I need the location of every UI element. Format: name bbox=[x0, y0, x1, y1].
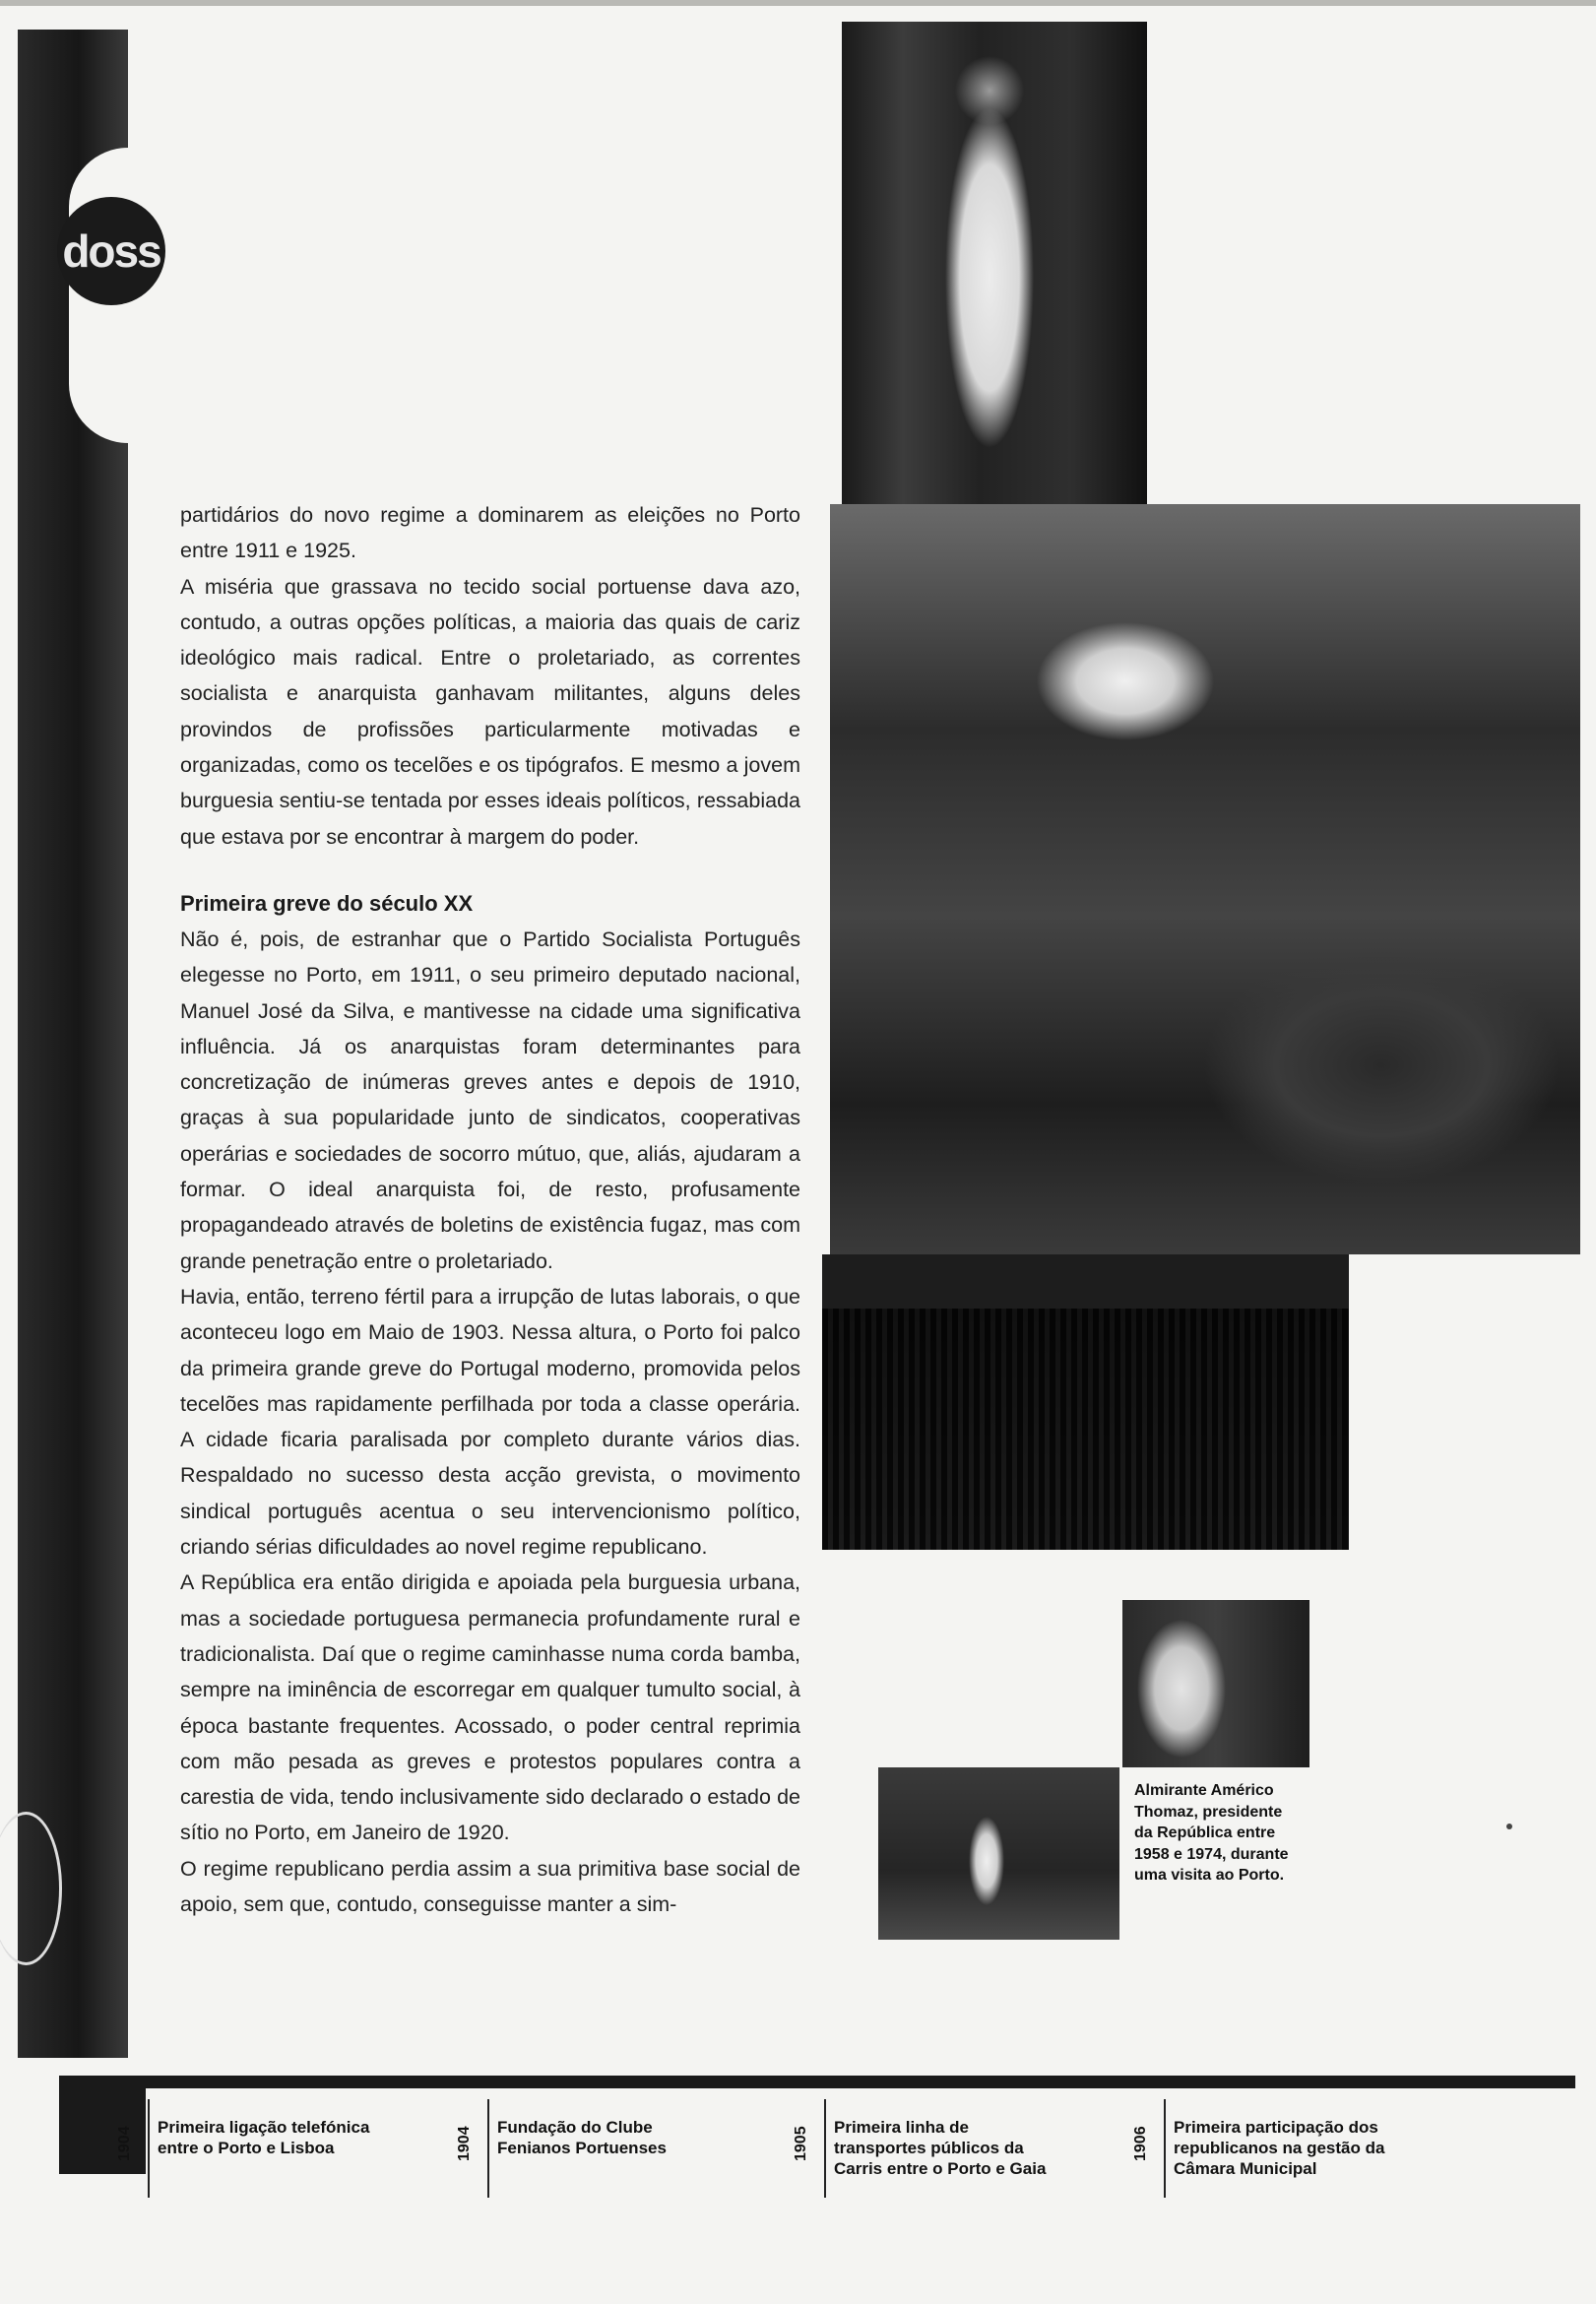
photo-admiral-walking bbox=[842, 22, 1147, 504]
timeline-item bbox=[116, 2099, 451, 2198]
timeline-text: Primeira linha de transportes públicos da Carris entre o Porto e Gaia bbox=[834, 2118, 1047, 2178]
timeline-year: 1905 bbox=[793, 2126, 809, 2161]
timeline-item bbox=[456, 2099, 791, 2198]
photo-admiral-crowd bbox=[878, 1767, 1119, 1940]
photo-street-parade bbox=[830, 504, 1580, 1254]
scan-edge bbox=[0, 0, 1596, 6]
timeline-divider bbox=[148, 2099, 150, 2198]
speck bbox=[1506, 1824, 1512, 1829]
timeline-divider bbox=[487, 2099, 489, 2198]
photo-banquet-hall bbox=[822, 1254, 1349, 1550]
article-paragraph: partidários do novo regime a dominarem as eleições no Porto entre 1911 e 1925. bbox=[180, 503, 800, 563]
article-column bbox=[180, 497, 800, 1922]
timeline-item bbox=[793, 2099, 1127, 2198]
timeline-divider bbox=[1164, 2099, 1166, 2198]
timeline-text: Fundação do Clube Fenianos Portuenses bbox=[497, 2118, 667, 2157]
timeline-item bbox=[1132, 2099, 1467, 2198]
timeline-bar bbox=[69, 2076, 1575, 2088]
logo-text: doss bbox=[62, 225, 160, 277]
timeline-year: 1906 bbox=[1132, 2126, 1149, 2161]
photo-caption: Almirante Américo Thomaz, presidente da República entre 1958 e 1974, durante uma visita ao Porto. bbox=[1134, 1782, 1289, 1884]
article-paragraph: Havia, então, terreno fértil para a irrupção de lutas laborais, o que aconteceu logo em Maio de 1903. Nessa altura, o Porto foi palco da primeira grande greve do Portugal moderno, promovida pelos tecelões mas rapidamente perfilhada por toda a classe operária. A cidade ficaria paralisada por completo durante vários dias. Respaldado no sucesso desta acção grevista, o movimento sindical português acentua o seu intervencionismo político, criando sérias dificuldades ao novel regime republicano. bbox=[180, 1284, 800, 1560]
article-paragraph: Não é, pois, de estranhar que o Partido Socialista Português elegesse no Porto, em 1911, o seu primeiro deputado nacional, Manuel José da Silva, e mantivesse na cidade uma significativa influência. Já os anarquistas foram determinantes para concretização de inúmeras greves antes e depois de 1910, graças à sua popularidade junto de sindicatos, cooperativas operárias e sociedades de socorro mútuo, que, aliás, ajudaram a formar. O ideal anarquista foi, de resto, profusamente propagandeado através de boletins de existência fugaz, mas com grande penetração entre o proletariado. bbox=[180, 927, 800, 1273]
article-paragraph: A República era então dirigida e apoiada pela burguesia urbana, mas a sociedade portuguesa permanecia profundamente rural e tradicionalista. Daí que o regime caminhasse numa corda bamba, sempre na iminência de escorregar em qualquer tumulto social, à época bastante frequentes. Acossado, o poder central reprimia com mão pesada as greves e protestos populares contra a carestia de vida, tendo inclusivamente sido declarado o estado de sítio no Porto, em Janeiro de 1920. bbox=[180, 1570, 800, 1845]
photo-admiral-ceremony bbox=[1122, 1600, 1309, 1767]
timeline-text: Primeira participação dos republicanos na gestão da Câmara Municipal bbox=[1174, 2118, 1385, 2178]
dossier-logo bbox=[57, 197, 165, 305]
timeline-text: Primeira ligação telefónica entre o Porto e Lisboa bbox=[158, 2118, 370, 2157]
section-heading: Primeira greve do século XX bbox=[180, 890, 474, 916]
timeline-divider bbox=[824, 2099, 826, 2198]
timeline-year: 1904 bbox=[456, 2126, 473, 2161]
timeline-year: 1904 bbox=[116, 2126, 133, 2161]
article-paragraph: A miséria que grassava no tecido social portuense dava azo, contudo, a outras opções políticas, a maioria das quais de cariz ideológico mais radical. Entre o proletariado, as correntes socialista e anarquista ganhavam militantes, alguns deles provindos de profissões particularmente motivadas e organizadas, como os tecelões e os tipógrafos. E mesmo a jovem burguesia sentiu-se tentada por esses ideais políticos, ressabiada que estava por se encontrar à margem do poder. bbox=[180, 574, 800, 849]
article-paragraph: O regime republicano perdia assim a sua primitiva base social de apoio, sem que, contudo, conseguisse manter a sim- bbox=[180, 1856, 800, 1916]
